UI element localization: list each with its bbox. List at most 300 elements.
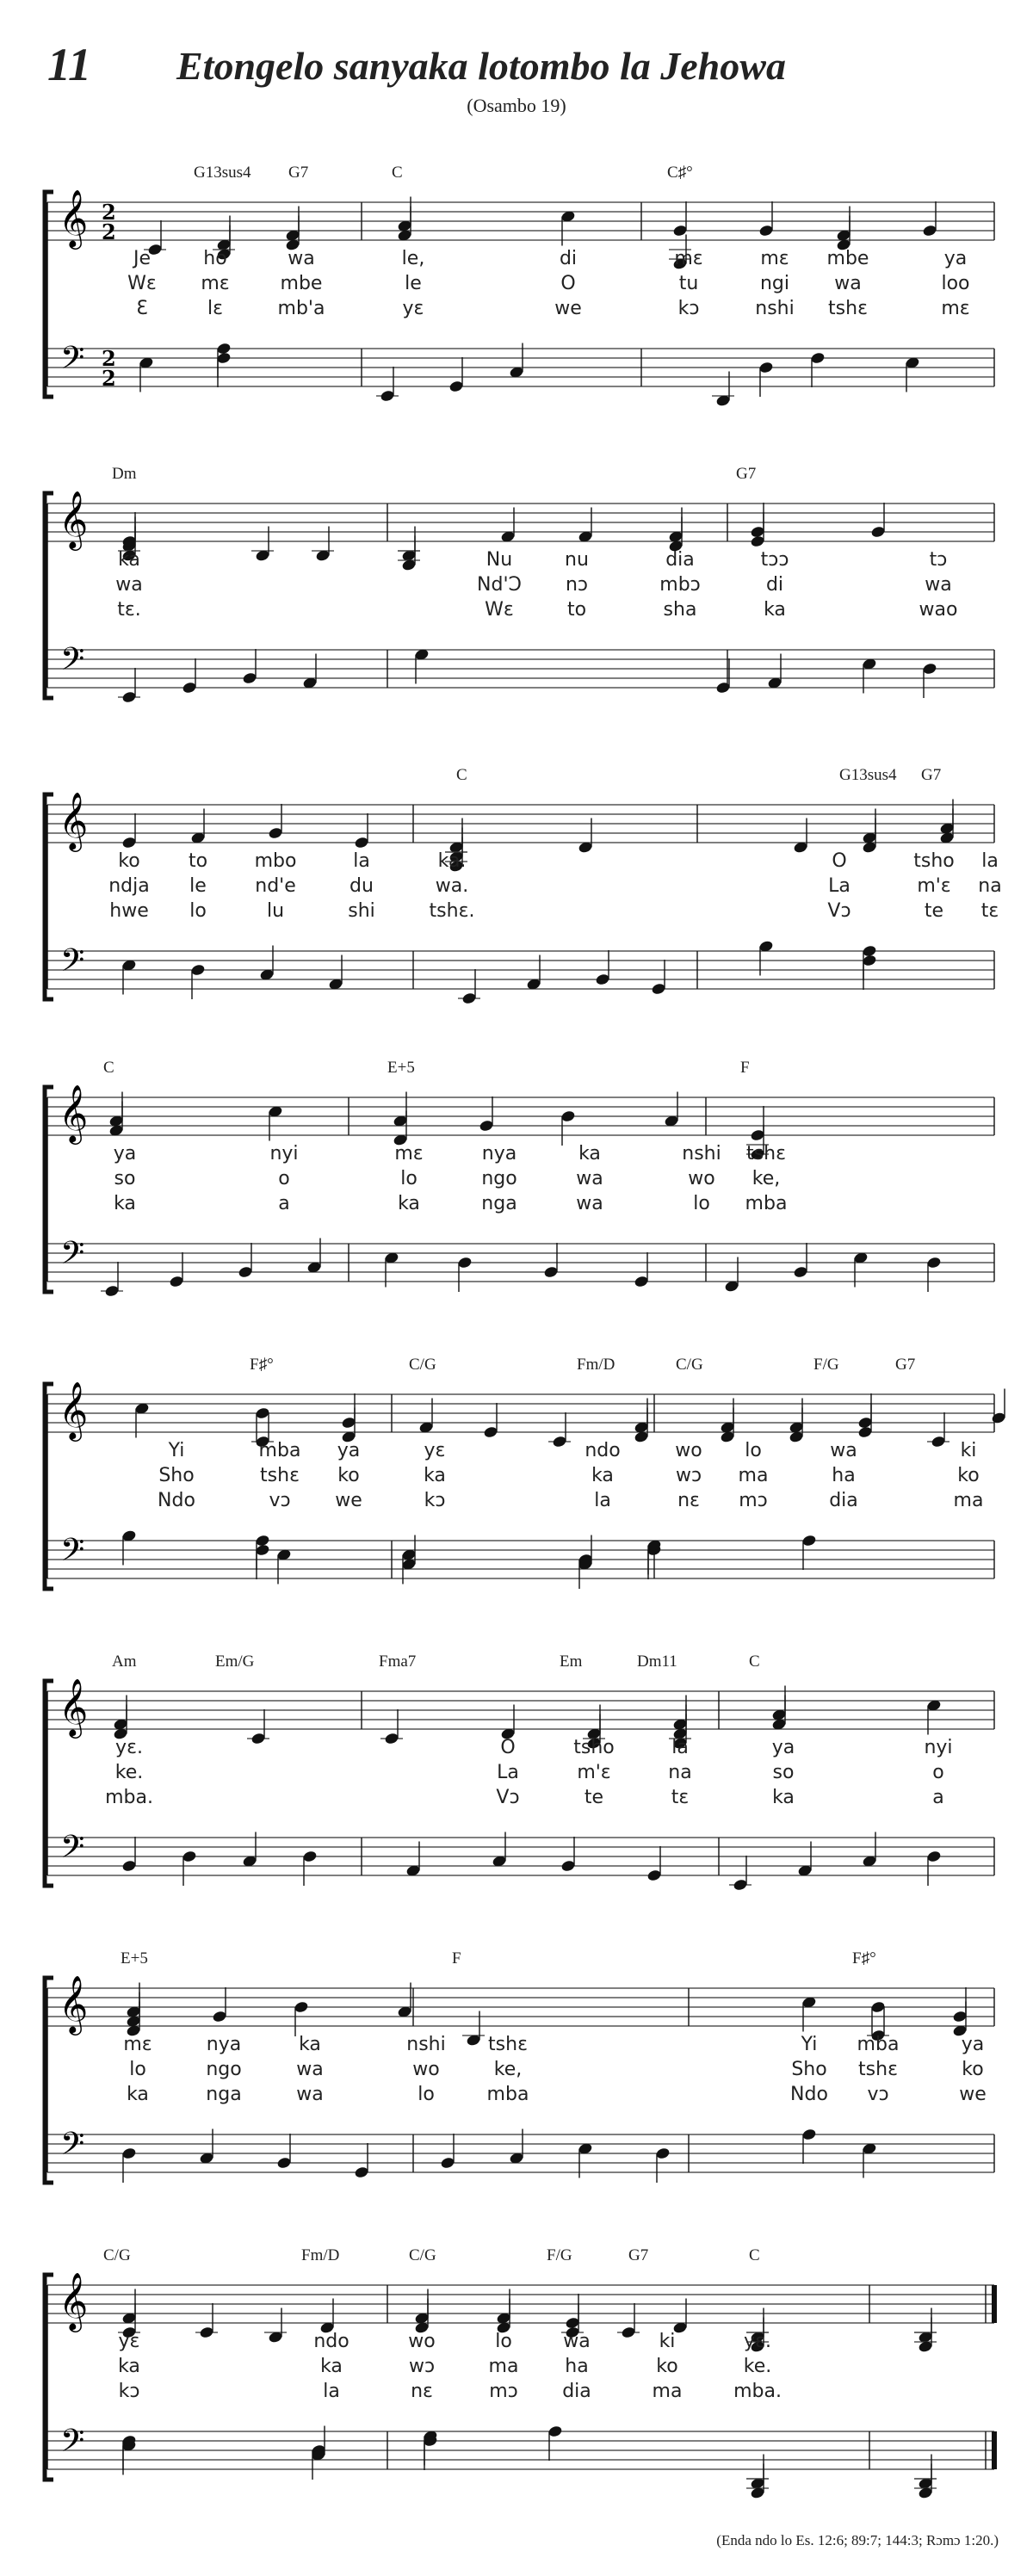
chord-symbol: C	[749, 1652, 760, 1671]
lyric-syllable: mba	[486, 2084, 529, 2105]
lyric-syllable: mɔ	[489, 2381, 518, 2402]
lyric-syllable: a	[932, 1787, 944, 1808]
lyric-syllable: lo	[495, 2331, 512, 2352]
lyric-syllable: wa	[115, 574, 143, 596]
lyric-syllable: ha	[565, 2356, 589, 2377]
chord-symbol: F/G	[813, 1356, 839, 1374]
lyric-syllable: mbo	[254, 850, 297, 872]
lyric-syllable: tsho	[913, 850, 955, 872]
lyric-syllable: te	[584, 1787, 604, 1808]
bass-note	[926, 1850, 942, 1863]
lyric-syllable: ya	[337, 1440, 361, 1461]
lyric-syllable: ke.	[743, 2356, 772, 2377]
chord-symbol: F	[740, 1059, 750, 1077]
lyric-syllable: ndo	[313, 2331, 349, 2352]
lyric-syllable: La	[828, 875, 851, 897]
music-system	[0, 2212, 1033, 2522]
chord-symbol: C	[456, 766, 467, 784]
bass-note	[242, 671, 257, 684]
bass-clef-icon: 𝄢	[60, 2423, 85, 2467]
lyric-syllable: tɔ	[929, 549, 948, 571]
lyric-syllable: O	[560, 273, 576, 294]
scripture-reference: (Enda ndo lo Es. 12:6; 89:7; 144:3; Rɔmɔ 1:20.)	[716, 2532, 999, 2548]
lyric-syllable: sha	[663, 599, 697, 621]
bass-note	[255, 1543, 270, 1556]
lyric-syllable: tshɛ	[858, 2059, 898, 2080]
lyric-syllable: ha	[832, 1465, 856, 1486]
lyric-syllable: hwe	[109, 900, 149, 922]
lyric-syllable: Vɔ	[496, 1787, 520, 1808]
lyric-syllable: lɛ	[207, 298, 224, 319]
lyric-syllable: O	[832, 850, 847, 872]
lyric-syllable: wo	[408, 2331, 436, 2352]
lyric-syllable: na	[668, 1762, 692, 1783]
treble-note	[672, 224, 688, 237]
treble-note	[255, 1406, 270, 1419]
bass-note	[182, 1850, 197, 1863]
lyric-syllable: ke.	[114, 1762, 144, 1783]
chord-symbol: G7	[288, 164, 309, 182]
lyric-syllable: tɛ	[980, 900, 999, 922]
bass-clef-icon: 𝄢	[60, 1829, 85, 1873]
lyric-syllable: wa	[563, 2331, 591, 2352]
lyric-syllable: di	[765, 574, 784, 596]
lyric-syllable: kɔ	[424, 1490, 446, 1511]
lyric-syllable: ka	[114, 1193, 136, 1214]
bass-note	[216, 351, 232, 364]
lyric-syllable: mbɔ	[659, 574, 701, 596]
bass-note	[182, 681, 197, 694]
lyric-syllable: ka	[320, 2356, 343, 2377]
lyric-syllable: di	[559, 248, 578, 269]
treble-clef-icon: 𝄞	[59, 1677, 89, 1736]
lyric-syllable: Nu	[486, 549, 513, 571]
lyric-syllable: nd'e	[255, 875, 296, 897]
lyric-syllable: ndo	[585, 1440, 621, 1461]
lyric-syllable: wɔ	[408, 2356, 436, 2377]
chord-symbol: Fma7	[379, 1652, 417, 1671]
bass-note	[715, 681, 731, 694]
lyric-syllable: lo	[693, 1193, 710, 1214]
lyric-syllable: mba.	[733, 2381, 782, 2402]
lyric-syllable: tshɛ	[746, 1143, 786, 1164]
lyric-syllable: mba	[857, 2034, 900, 2055]
chord-symbol: C	[392, 164, 403, 182]
chord-symbol: C/G	[676, 1356, 703, 1374]
treble-note	[341, 1416, 356, 1429]
treble-note	[560, 1109, 576, 1122]
treble-note	[251, 1732, 266, 1745]
chord-symbol: Dm	[112, 465, 137, 483]
lyric-syllable: wa	[576, 1168, 603, 1189]
lyric-syllable: Yi	[801, 2034, 818, 2055]
treble-note	[483, 1425, 498, 1438]
lyric-syllable: wa.	[435, 875, 469, 897]
lyric-syllable: nga	[481, 1193, 517, 1214]
lyric-syllable: tɛ.	[117, 599, 141, 621]
bass-note	[448, 380, 464, 392]
lyric-syllable: wo	[675, 1440, 702, 1461]
lyric-syllable: tu	[678, 273, 699, 294]
lyric-syllable: la	[353, 850, 370, 872]
lyric-syllable: nya	[481, 1143, 517, 1164]
lyric-syllable: ke,	[493, 2059, 523, 2080]
chord-symbol: G7	[895, 1356, 916, 1374]
chord-symbol: C	[103, 1059, 114, 1077]
lyric-syllable: vɔ	[867, 2084, 889, 2105]
chord-symbol: G13sus4	[839, 766, 897, 784]
treble-note	[354, 836, 369, 849]
lyric-syllable: mbe	[826, 248, 869, 269]
system-bracket	[45, 1978, 53, 2183]
lyric-syllable: we	[959, 2084, 987, 2105]
lyric-syllable: Yi	[168, 1440, 185, 1461]
lyric-syllable: Ndo	[158, 1490, 195, 1511]
music-system	[0, 129, 1033, 439]
bass-note	[121, 690, 137, 703]
lyric-syllable: la	[981, 850, 999, 872]
bass-note	[655, 2147, 671, 2159]
lyric-syllable: nyi	[924, 1737, 953, 1758]
chord-symbol: G7	[921, 766, 942, 784]
bass-note	[238, 1265, 253, 1278]
lyric-syllable: ka	[764, 599, 786, 621]
lyric-syllable: tɔɔ	[760, 549, 789, 571]
lyric-syllable: to	[566, 599, 587, 621]
lyric-syllable: to	[188, 850, 208, 872]
lyric-syllable: ka.	[437, 850, 467, 872]
bass-clef-icon: 𝄢	[60, 340, 85, 384]
lyric-syllable: lo	[418, 2084, 435, 2105]
lyric-syllable: nɛ	[677, 1490, 700, 1511]
lyric-syllable: O	[500, 1737, 516, 1758]
lyric-syllable: ka	[118, 549, 140, 571]
lyric-syllable: mɛ	[674, 248, 703, 269]
treble-note	[621, 2326, 636, 2338]
treble-note	[199, 2326, 214, 2338]
bass-note	[354, 2165, 369, 2178]
bass-note	[440, 2156, 455, 2169]
bass-note	[801, 1534, 817, 1547]
bass-note	[190, 963, 206, 976]
lyric-syllable: yɛ	[402, 298, 424, 319]
lyric-syllable: mɛ	[123, 2034, 152, 2055]
lyric-syllable: ka	[118, 2356, 140, 2377]
treble-clef-icon: 𝄞	[59, 2271, 89, 2330]
lyric-syllable: m'ɛ	[917, 875, 951, 897]
bass-note	[862, 954, 877, 967]
lyric-syllable: nga	[206, 2084, 242, 2105]
chord-symbol: Em	[560, 1652, 583, 1671]
lyric-syllable: mɛ	[941, 298, 970, 319]
lyric-syllable: mɛ	[201, 273, 230, 294]
chord-symbol: C	[749, 2246, 760, 2264]
lyric-syllable: wa	[288, 248, 315, 269]
bass-note	[646, 1869, 662, 1881]
chord-symbol: F♯°	[852, 1949, 876, 1968]
hymn-number: 11	[47, 39, 92, 90]
chord-symbol: Fm/D	[301, 2246, 340, 2264]
lyric-syllable: yɛ.	[744, 2331, 771, 2352]
lyric-syllable: Wɛ	[127, 273, 157, 294]
lyric-syllable: vɔ	[269, 1490, 291, 1511]
lyric-syllable: nshi	[406, 2034, 446, 2055]
lyric-syllable: wa	[830, 1440, 857, 1461]
chord-symbol: F♯°	[250, 1356, 274, 1374]
bass-note	[276, 2156, 292, 2169]
lyric-syllable: nshi	[755, 298, 795, 319]
system-bracket	[45, 493, 53, 698]
lyric-syllable: ndja	[108, 875, 150, 897]
chord-symbol: E+5	[387, 1059, 415, 1077]
lyric-syllable: ke,	[752, 1168, 781, 1189]
bass-note	[380, 389, 395, 402]
lyric-syllable: kɔ	[118, 2381, 140, 2402]
lyric-syllable: wɔ	[675, 1465, 702, 1486]
lyric-syllable: shi	[348, 900, 375, 922]
lyric-syllable: nu	[565, 549, 589, 571]
lyric-syllable: ko	[656, 2356, 678, 2377]
lyric-syllable: o	[278, 1168, 290, 1189]
lyric-syllable: yɛ	[424, 1440, 446, 1461]
lyric-syllable: wo	[688, 1168, 715, 1189]
lyric-syllable: le	[189, 875, 207, 897]
lyric-syllable: Sho	[158, 1465, 195, 1486]
treble-note	[750, 534, 765, 547]
staff-notation	[0, 1321, 1033, 1631]
chord-symbol: Fm/D	[577, 1356, 615, 1374]
lyric-syllable: ya	[113, 1143, 137, 1164]
lyric-syllable: mɔ	[739, 1490, 768, 1511]
lyric-syllable: tshɛ	[260, 1465, 300, 1486]
lyric-syllable: nɔ	[565, 574, 589, 596]
lyric-syllable: ngo	[206, 2059, 242, 2080]
hymn-title: Etongelo sanyaka lotombo la Jehowa	[176, 44, 786, 88]
lyric-syllable: ya	[961, 2034, 985, 2055]
lyric-syllable: nshi	[682, 1143, 721, 1164]
lyric-syllable: wa	[925, 574, 952, 596]
lyric-syllable: wo	[412, 2059, 440, 2080]
lyric-syllable: nyi	[269, 1143, 299, 1164]
lyric-syllable: ngo	[481, 1168, 517, 1189]
lyric-syllable: mɛ	[760, 248, 789, 269]
lyric-syllable: ka	[127, 2084, 149, 2105]
lyric-syllable: Nd'Ɔ	[477, 574, 522, 596]
music-system	[0, 732, 1033, 1041]
lyric-syllable: Sho	[791, 2059, 827, 2080]
lyric-syllable: tshɛ	[488, 2034, 528, 2055]
lyric-syllable: Vɔ	[827, 900, 851, 922]
chord-symbol: G7	[628, 2246, 649, 2264]
bass-note	[461, 991, 477, 1004]
lyric-syllable: dia	[562, 2381, 591, 2402]
bass-note	[547, 2425, 563, 2437]
system-bracket	[45, 1087, 53, 1292]
lyric-syllable: tshɛ	[828, 298, 868, 319]
lyric-syllable: ma	[652, 2381, 683, 2402]
treble-note	[931, 1435, 946, 1448]
lyric-syllable: ya	[943, 248, 968, 269]
bass-clef-icon: 𝄢	[60, 2126, 85, 2170]
lyric-syllable: mbe	[280, 273, 323, 294]
lyric-syllable: Wɛ	[485, 599, 514, 621]
lyric-syllable: yɛ.	[115, 1737, 143, 1758]
lyric-syllable: wao	[919, 599, 958, 621]
lyric-syllable: so	[772, 1762, 795, 1783]
lyric-syllable: ma	[738, 1465, 769, 1486]
bass-note	[801, 2128, 817, 2140]
lyric-syllable: mba	[745, 1193, 788, 1214]
bass-clef-icon: 𝄢	[60, 1532, 85, 1576]
lyric-syllable: ho	[203, 248, 227, 269]
bass-note	[302, 1850, 318, 1863]
system-bracket	[45, 2275, 53, 2480]
lyric-syllable: yɛ	[118, 2331, 140, 2352]
treble-note	[294, 2000, 309, 2013]
lyric-syllable: so	[114, 1168, 136, 1189]
system-bracket	[45, 1681, 53, 1886]
chord-symbol: Em/G	[215, 1652, 255, 1671]
lyric-syllable: le,	[401, 248, 425, 269]
chord-symbol: G7	[736, 465, 757, 483]
lyric-syllable: la	[671, 1737, 689, 1758]
treble-note	[952, 2010, 968, 2023]
lyric-syllable: nya	[206, 2034, 242, 2055]
bass-clef-icon: 𝄢	[60, 942, 85, 986]
lyric-syllable: nɛ	[411, 2381, 433, 2402]
music-system	[0, 430, 1033, 740]
bass-note	[543, 1265, 559, 1278]
bass-note	[457, 1256, 473, 1269]
chord-symbol: C/G	[409, 2246, 436, 2264]
bass-clef-icon: 𝄢	[60, 1235, 85, 1279]
bass-note	[758, 361, 774, 374]
lyric-syllable: ka	[578, 1143, 601, 1164]
lyric-syllable: dia	[665, 549, 695, 571]
lyric-syllable: wa	[296, 2059, 324, 2080]
lyric-syllable: tsho	[573, 1737, 615, 1758]
time-signature: 2	[102, 346, 116, 371]
lyric-syllable: ka	[772, 1787, 795, 1808]
chord-symbol: C/G	[103, 2246, 131, 2264]
bass-note	[169, 1275, 184, 1288]
lyric-syllable: mba.	[105, 1787, 153, 1808]
chord-symbol: G13sus4	[194, 164, 251, 182]
time-signature: 2	[102, 366, 116, 391]
bass-note	[793, 1265, 808, 1278]
lyric-syllable: ma	[488, 2356, 519, 2377]
lyric-syllable: la	[323, 2381, 340, 2402]
bass-note	[733, 1878, 748, 1891]
lyric-syllable: mɛ	[394, 1143, 424, 1164]
lyric-syllable: Ɛ	[136, 298, 148, 319]
lyric-syllable: Je	[133, 248, 152, 269]
lyric-syllable: na	[978, 875, 1002, 897]
lyric-syllable: lo	[400, 1168, 418, 1189]
bass-note	[922, 662, 937, 675]
lyric-syllable: le	[405, 273, 422, 294]
lyric-syllable: lu	[266, 900, 285, 922]
lyric-syllable: la	[594, 1490, 611, 1511]
lyric-syllable: tɛ	[671, 1787, 690, 1808]
bass-note	[595, 973, 610, 985]
lyric-syllable: ya	[771, 1737, 795, 1758]
lyric-syllable: lo	[745, 1440, 762, 1461]
treble-note	[922, 224, 937, 237]
treble-clef-icon: 𝄞	[59, 490, 89, 548]
bass-clef-icon: 𝄢	[60, 641, 85, 685]
chord-symbol: Dm11	[637, 1652, 677, 1671]
treble-note	[268, 826, 283, 839]
lyric-syllable: ka	[398, 1193, 420, 1214]
music-system	[0, 1321, 1033, 1631]
chord-symbol: F	[452, 1949, 461, 1968]
bass-note	[104, 1284, 120, 1297]
treble-note	[384, 1732, 399, 1745]
lyric-syllable: Ndo	[790, 2084, 828, 2105]
lyric-syllable: ko	[957, 1465, 980, 1486]
lyric-syllable: o	[932, 1762, 944, 1783]
treble-note	[870, 525, 886, 538]
chord-symbol: F/G	[547, 2246, 572, 2264]
treble-note	[758, 224, 774, 237]
system-bracket	[45, 794, 53, 999]
treble-note	[750, 1128, 765, 1141]
hymn-subtitle: (Osambo 19)	[467, 95, 566, 116]
treble-note	[212, 2010, 227, 2023]
lyric-syllable: lo	[189, 900, 207, 922]
lyric-syllable: ko	[118, 850, 140, 872]
lyric-syllable: ki	[960, 1440, 977, 1461]
lyric-syllable: a	[278, 1193, 290, 1214]
chord-symbol: C/G	[409, 1356, 436, 1374]
lyric-syllable: mba	[258, 1440, 301, 1461]
bass-note	[121, 1859, 137, 1872]
bass-note	[810, 351, 826, 364]
lyric-syllable: ka	[299, 2034, 321, 2055]
lyric-syllable: dia	[829, 1490, 858, 1511]
lyric-syllable: lo	[129, 2059, 146, 2080]
bass-note	[651, 982, 666, 995]
music-system	[0, 1915, 1033, 2225]
lyric-syllable: ngi	[759, 273, 790, 294]
bass-note	[560, 1859, 576, 1872]
lyric-syllable: ka	[424, 1465, 446, 1486]
lyric-syllable: loo	[941, 273, 970, 294]
treble-note	[479, 1119, 494, 1132]
treble-clef-icon: 𝄞	[59, 1381, 89, 1439]
treble-note	[870, 2000, 886, 2013]
lyric-syllable: ko	[962, 2059, 984, 2080]
lyric-syllable: La	[497, 1762, 519, 1783]
bass-note	[634, 1275, 649, 1288]
lyric-syllable: kɔ	[677, 298, 700, 319]
treble-note	[857, 1425, 873, 1438]
time-signature: 2	[102, 200, 116, 225]
lyric-syllable: mb'a	[277, 298, 325, 319]
treble-note	[552, 1435, 567, 1448]
chord-symbol: Am	[112, 1652, 137, 1671]
lyric-syllable: ka	[591, 1465, 614, 1486]
lyric-syllable: wa	[834, 273, 862, 294]
system-bracket	[45, 192, 53, 397]
lyric-syllable: wa	[576, 1193, 603, 1214]
lyric-syllable: tshɛ.	[429, 900, 475, 922]
treble-clef-icon: 𝄞	[59, 188, 89, 247]
lyric-syllable: ko	[337, 1465, 360, 1486]
lyric-syllable: wa	[296, 2084, 324, 2105]
chord-symbol: C♯°	[667, 164, 693, 182]
